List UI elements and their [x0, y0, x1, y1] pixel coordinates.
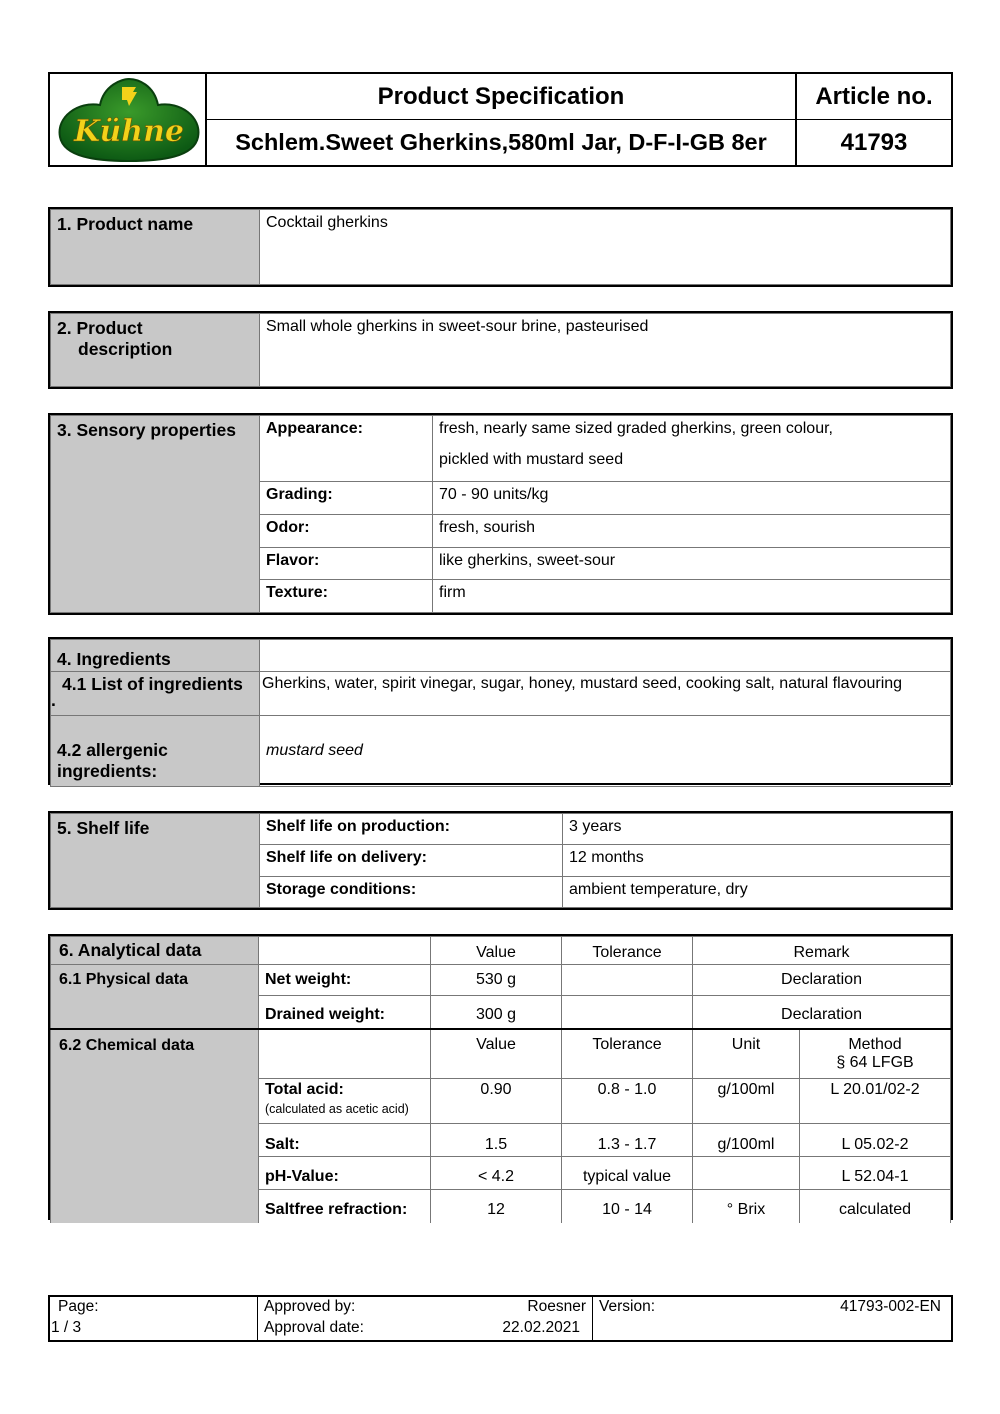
section-product-name	[48, 207, 953, 287]
phys-header-blank	[259, 937, 431, 965]
chem-head-value: Value	[431, 1029, 562, 1079]
ingredients-list-label	[51, 672, 260, 716]
section-label: 6. Analytical data	[51, 937, 259, 965]
chem-header-blank	[259, 1029, 431, 1079]
allergen-label-line2: ingredients:	[57, 761, 158, 781]
sensory-key: Texture:	[260, 580, 433, 613]
footer-date-value: 22.02.2021	[502, 1319, 580, 1336]
chemical-data-label-fill	[51, 1124, 259, 1157]
chem-head-method-line1: Method	[848, 1035, 902, 1053]
phys-remark: Declaration	[693, 996, 951, 1029]
chemical-data-label-fill	[51, 1157, 259, 1190]
section-label: 3. Sensory properties	[51, 416, 260, 613]
phys-key: Drained weight:	[259, 996, 431, 1029]
phys-value: 300 g	[431, 996, 562, 1029]
article-label-cell	[797, 74, 951, 120]
chem-key: Salt:	[259, 1124, 431, 1157]
footer-approval-cell	[258, 1297, 593, 1341]
ingredients-list-label-dot: .	[51, 690, 56, 710]
article-number-cell	[797, 120, 951, 165]
chem-key: Total acid:	[265, 1081, 344, 1098]
chem-value: 0.90	[431, 1079, 562, 1124]
chem-tolerance: typical value	[562, 1157, 693, 1190]
phys-tolerance	[562, 965, 693, 996]
footer-page-label: Page:	[58, 1298, 99, 1315]
section-label-line1: 2. Product	[57, 318, 143, 338]
section-label: 4. Ingredients	[51, 640, 260, 672]
allergen-label	[51, 716, 260, 787]
sensory-value: firm	[433, 580, 951, 613]
product-name-value: Cocktail gherkins	[260, 210, 951, 285]
sensory-value-line1: fresh, nearly same sized graded gherkins, green colour,	[439, 420, 833, 437]
footer-page-value: 1 / 3	[51, 1319, 82, 1336]
footer-date-label: Approval date:	[264, 1319, 364, 1336]
doc-title-cell	[207, 74, 797, 120]
ingredients-header-cell	[260, 640, 951, 672]
footer-version-label: Version:	[599, 1298, 656, 1315]
article-label: Article no.	[815, 83, 933, 110]
sensory-key: Flavor:	[260, 547, 433, 580]
footer-approved-value: Roesner	[527, 1298, 586, 1315]
phys-head-value: Value	[431, 937, 562, 965]
chem-method: L 05.02-2	[800, 1124, 951, 1157]
chem-unit: g/100ml	[693, 1124, 800, 1157]
section-sensory-properties	[48, 413, 953, 615]
ingredients-list-label-text: 4.1 List of ingredients	[62, 674, 243, 694]
chem-head-tolerance: Tolerance	[562, 1029, 693, 1079]
chem-value: 1.5	[431, 1124, 562, 1157]
ingredients-list-value: Gherkins, water, spirit vinegar, sugar, honey, mustard seed, cooking salt, natural flavouring	[260, 672, 951, 716]
chem-key-cell	[259, 1079, 431, 1124]
document-footer	[48, 1295, 953, 1342]
chem-unit	[693, 1157, 800, 1190]
chem-head-method	[800, 1029, 951, 1079]
section-label-line2: description	[78, 339, 173, 359]
shelf-value: 12 months	[563, 845, 951, 876]
logo-wordmark: Kühne	[74, 114, 184, 149]
article-number: 41793	[840, 129, 908, 156]
section-label	[51, 314, 260, 387]
chem-head-method-line2: § 64 LFGB	[836, 1053, 914, 1071]
product-description-value: Small whole gherkins in sweet-sour brine, pasteurised	[260, 314, 951, 387]
section-ingredients	[48, 637, 953, 785]
footer-page-cell	[50, 1297, 258, 1341]
section-label: 1. Product name	[51, 210, 260, 285]
section-shelf-life	[48, 811, 953, 910]
chem-key: pH-Value:	[259, 1157, 431, 1190]
shelf-key: Shelf life on production:	[260, 814, 563, 845]
chem-method: L 20.01/02-2	[800, 1079, 951, 1124]
physical-data-label-fill	[51, 996, 259, 1029]
physical-data-label: 6.1 Physical data	[51, 965, 259, 996]
document-header	[48, 72, 953, 167]
chem-value: 12	[431, 1190, 562, 1223]
footer-version-cell	[593, 1297, 952, 1341]
doc-title: Product Specification	[377, 83, 625, 110]
phys-key: Net weight:	[259, 965, 431, 996]
sensory-value: like gherkins, sweet-sour	[433, 547, 951, 580]
chemical-data-label-fill	[51, 1079, 259, 1124]
footer-approved-label: Approved by:	[264, 1298, 356, 1315]
chem-method: calculated	[800, 1190, 951, 1223]
sensory-key: Grading:	[260, 482, 433, 515]
sensory-value: 70 - 90 units/kg	[433, 482, 951, 515]
chem-key-note: (calculated as acetic acid)	[265, 1102, 409, 1116]
chemical-data-label-fill	[51, 1190, 259, 1223]
chem-method: L 52.04-1	[800, 1157, 951, 1190]
allergen-label-line1: 4.2 allergenic	[57, 740, 168, 760]
phys-value: 530 g	[431, 965, 562, 996]
sensory-value: fresh, sourish	[433, 514, 951, 547]
phys-head-tolerance: Tolerance	[562, 937, 693, 965]
chem-tolerance: 0.8 - 1.0	[562, 1079, 693, 1124]
shelf-key: Shelf life on delivery:	[260, 845, 563, 876]
section-analytical-data	[48, 934, 953, 1220]
chem-head-unit: Unit	[693, 1029, 800, 1079]
sensory-key: Odor:	[260, 514, 433, 547]
logo-cell	[50, 74, 207, 165]
phys-remark: Declaration	[693, 965, 951, 996]
chem-value: < 4.2	[431, 1157, 562, 1190]
chemical-data-label: 6.2 Chemical data	[51, 1029, 259, 1079]
chem-key: Saltfree refraction:	[259, 1190, 431, 1223]
shelf-value: 3 years	[563, 814, 951, 845]
phys-tolerance	[562, 996, 693, 1029]
section-product-description	[48, 311, 953, 389]
product-title-cell	[207, 120, 797, 165]
shelf-key: Storage conditions:	[260, 876, 563, 907]
chem-tolerance: 1.3 - 1.7	[562, 1124, 693, 1157]
sensory-value-line2: pickled with mustard seed	[439, 451, 624, 468]
phys-head-remark: Remark	[693, 937, 951, 965]
footer-version-value: 41793-002-EN	[840, 1298, 941, 1315]
chem-tolerance: 10 - 14	[562, 1190, 693, 1223]
shelf-value: ambient temperature, dry	[563, 876, 951, 907]
section-label: 5. Shelf life	[51, 814, 260, 908]
chem-unit: g/100ml	[693, 1079, 800, 1124]
product-title: Schlem.Sweet Gherkins,580ml Jar, D-F-I-GB 8er	[235, 129, 767, 155]
allergen-value: mustard seed	[260, 716, 951, 787]
sensory-value	[433, 416, 951, 482]
chem-unit: ° Brix	[693, 1190, 800, 1223]
sensory-key: Appearance:	[260, 416, 433, 482]
kuhne-logo	[52, 75, 205, 164]
